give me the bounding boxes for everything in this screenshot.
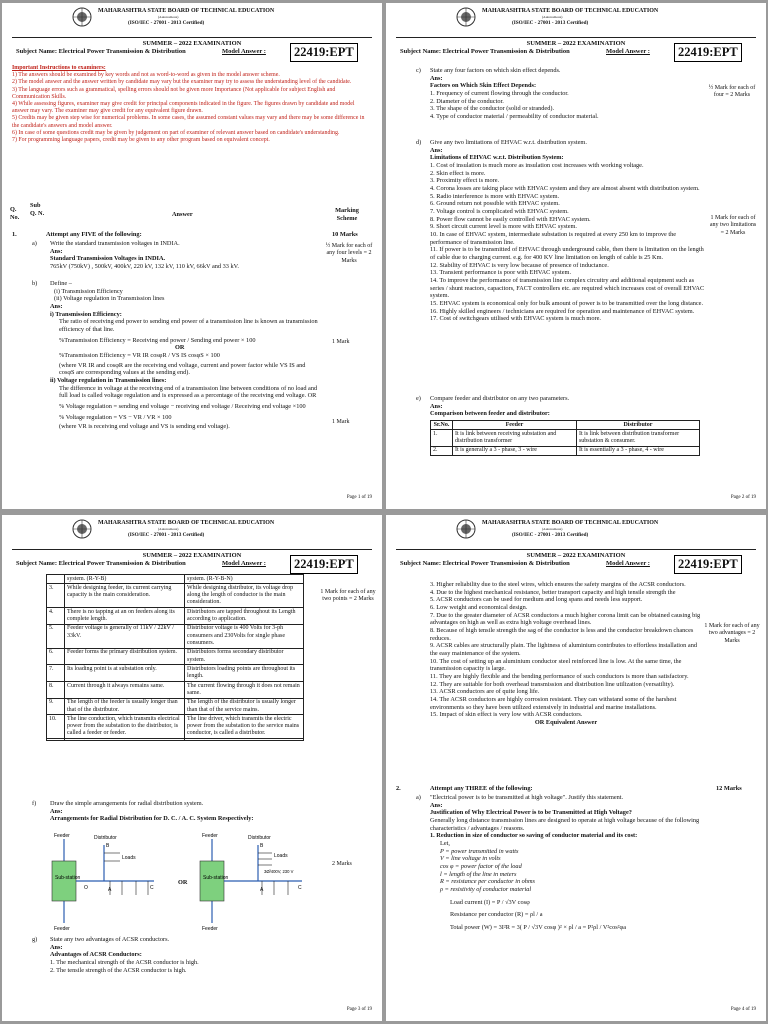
list-item: 15. Impact of skin effect is very low with ACSR conductors. xyxy=(430,711,583,719)
list-item: 2. The tensile strength of the ACSR conductor is high. xyxy=(50,966,187,974)
table-cell: Distributors loading points are throughout its length. xyxy=(185,665,304,682)
answer-label: Ans: xyxy=(50,247,63,255)
answer-label: Ans: xyxy=(50,303,63,311)
table-row xyxy=(47,575,304,584)
table-cell: Distributors forms secondary distributor system. xyxy=(185,648,304,665)
subject-name: Subject Name: Electrical Power Transmission & Distribution xyxy=(16,560,186,567)
page-number: Page 3 of 19 xyxy=(346,1006,372,1012)
q1g-heading: Advantages of ACSR Conductors: xyxy=(50,951,142,959)
list-item: 4. Due to the highest mechanical resistance, better transport capacity and high tensile strength the xyxy=(430,588,676,596)
diagram-label: Loads xyxy=(274,853,288,859)
table-cell: Feeder forms the primary distribution system. xyxy=(65,648,185,665)
page-number: Page 2 of 19 xyxy=(730,494,756,500)
diagram-label: A xyxy=(108,887,112,893)
diagram-label: Feeder xyxy=(54,833,70,839)
list-item: 3. Proximity effect is more. xyxy=(430,177,500,185)
answer-label: Ans: xyxy=(430,402,443,410)
list-item: 11. They are highly flexible and the bending performance of such conductors is more than satisfactory. xyxy=(430,673,689,681)
diagram-label: Feeder xyxy=(202,833,218,839)
q1f-question: Draw the simple arrangements for radial distribution system. xyxy=(50,800,204,807)
diagram-label: A xyxy=(260,887,264,893)
q1c-question: State any four factors on which skin effect depends. xyxy=(430,67,561,74)
table-cell: While designing distributor, its voltage drop along the length of conductor is the main consideration. xyxy=(185,584,304,608)
equation: Total power (W) = 3I²R = 3( P / √3V cosφ )² × ρl / a = P²ρl / V²cos²φa xyxy=(450,924,626,932)
table-cell xyxy=(47,739,65,741)
instructions-title: Important Instructions to examiners: xyxy=(12,65,106,71)
diagram-label: B xyxy=(106,843,110,849)
q1f-heading: Arrangements for Radial Distribution for D. C. / A. C. System Respectively: xyxy=(50,815,254,823)
paper-code: 22419:EPT xyxy=(674,555,742,574)
table-cell: It is generally a 3 - phase, 3 - wire xyxy=(453,446,577,455)
list-item: 14. The ACSR conductors are highly corrosion resistant. They can withstand some of the harshest environments so they have been utilized extensively in industrial and marine installations. xyxy=(430,696,677,711)
diagram-label: 3Ø/400V, 230 V xyxy=(264,869,294,874)
instruction-item: 7) For programming language papers, credit may be given to any other program based on equivalent concept. xyxy=(12,137,270,144)
q1b-part-ii: (ii) Voltage regulation in Transmission lines xyxy=(54,295,165,303)
header-rule xyxy=(12,549,372,550)
list-item: 2. Diameter of the conductor. xyxy=(430,97,504,105)
table-cell: It is link between distribution transformer substation & consumer. xyxy=(576,430,699,447)
table-cell: The line conduction, which transmits electrical power from the substation to the distributor, is called a feeder or feeder. xyxy=(65,715,185,739)
answer-label: Ans: xyxy=(50,807,63,815)
q2a-subheading: 1. Reduction in size of conductor so saving of conductor material and its cost: xyxy=(430,832,638,840)
iso-label: (ISO/IEC - 27001 - 2013 Certified) xyxy=(512,531,589,538)
table-cell xyxy=(65,739,185,741)
model-answer-label: Model Answer : xyxy=(606,560,650,567)
list-item: 14. To improve the performance of transmission line complex circuitry and additional equipment such as series / shunt reactors, capacitors, FACT controllers etc. are required which increases cost of overall EHVAC system. xyxy=(430,277,705,300)
q1e-label: e) xyxy=(416,395,421,402)
list-item: 10. In case of EHVAC system, intermediate substation is required at every 250 km to improve the performance of transmission line. xyxy=(430,231,677,246)
diagram-label: Feeder xyxy=(202,926,218,931)
q1b-question: Define – xyxy=(50,280,72,287)
list-item: 13. Transient performance is poor with EHVAC system. xyxy=(430,269,572,277)
board-name: MAHARASHTRA STATE BOARD OF TECHNICAL EDUCATION xyxy=(482,520,659,526)
page-1 xyxy=(2,3,382,509)
page-header xyxy=(72,7,312,37)
q1b-equation-1: %Transmission Efficiency = Receiving end power / Sending end power × 100 xyxy=(59,336,256,344)
table-cell: The length of the feeder is usually longer than that of the distributor. xyxy=(65,698,185,715)
page-header xyxy=(72,519,312,549)
q1e-block xyxy=(430,395,705,418)
header-rule xyxy=(396,37,756,38)
diagram-label: C xyxy=(150,885,154,891)
table-cell: The current flowing through it does not remain same. xyxy=(185,682,304,699)
q1a-body: 765kV (750kV) , 500kV, 400kV, 220 kV, 132 kV, 110 kV, 66kV and 33 kV. xyxy=(50,263,239,271)
q2a-heading: Justification of Why Electrical Power is to be Transmitted at High Voltage? xyxy=(430,809,632,817)
definition: ρ = resistivity of conductor material xyxy=(440,886,532,894)
list-item: 5. ACSR conductors can be used for medium and long spans and needs less support. xyxy=(430,596,643,604)
table-row xyxy=(47,739,304,741)
or-equivalent: OR Equivalent Answer xyxy=(534,719,598,727)
q2a-block xyxy=(430,794,705,932)
table-cell: While designing feeder, its current carrying capacity is the main consideration. xyxy=(65,584,185,608)
table-cell: system. (R-Y-B-N) xyxy=(185,575,304,584)
q1d-label: d) xyxy=(416,139,422,146)
acsr-marks: 1 Mark for each of any two advantages = 2 Marks xyxy=(704,623,760,644)
q1b-where-2: (where VR is receiving end voltage and VS is sending end voltage). xyxy=(59,423,230,431)
table-header: Distributor xyxy=(576,421,699,430)
page-4 xyxy=(386,515,766,1021)
q1b-block xyxy=(50,280,320,431)
q1-title: Attempt any FIVE of the following: xyxy=(46,231,142,238)
list-item: 4. Corona losses are taking place with EHVAC system and they are almost absent with distribution system. xyxy=(430,185,700,193)
q1b-heading-1: i) Transmission Efficiency: xyxy=(50,310,122,318)
q1g-block xyxy=(50,936,320,974)
list-item: 9. Short circuit current level is more with EHVAC system. xyxy=(430,223,577,231)
q2-title: Attempt any THREE of the following: xyxy=(430,785,533,792)
definition: cos φ = power factor of the load xyxy=(440,863,522,871)
q1f-marks: 2 Marks xyxy=(332,861,352,867)
col-answer: Answer xyxy=(172,211,193,218)
paper-code: 22419:EPT xyxy=(290,555,358,574)
instruction-item: 4) While assessing figures, examiner may give credit for principal components indicated in the figure. The figures drawn by candidate and model answer may vary. The examiner may give credit for any equivalent figure drawn. xyxy=(12,101,355,115)
table-cell xyxy=(47,575,65,584)
diagram-label: Distributor xyxy=(248,835,271,841)
autonomous-label: (Autonomous) xyxy=(158,527,179,532)
instruction-item: 1) The answers should be examined by key words and not as word-to-word as given in the model answer scheme. xyxy=(12,72,280,79)
table-header-row xyxy=(431,421,700,430)
table-cell: 7. xyxy=(47,665,65,682)
table-cell: The length of the distributor is usually longer than that of the service mains. xyxy=(185,698,304,715)
list-item: 11. If power is to be transmitted of EHVAC through underground cable, then there is limitation on the length of cable due to charging current. e.g. for 400 KV line limitation on length of cable is 25 Km. xyxy=(430,246,704,262)
q2-marks: 12 Marks xyxy=(716,785,742,792)
q1-number: 1. xyxy=(12,231,17,238)
q1d-heading: Limitations of EHVAC w.r.t. Distribution System: xyxy=(430,154,564,162)
msbte-logo xyxy=(72,7,92,27)
q1b-heading-2: ii) Voltage regulation in Transmission lines: xyxy=(50,377,167,385)
list-item: 15. EHVAC system is economical only for bulk amount of power is to be transmitted over the long distance. xyxy=(430,300,704,308)
subject-name: Subject Name: Electrical Power Transmission & Distribution xyxy=(16,48,186,55)
col-qno: Q. No. xyxy=(10,206,20,221)
q1b-label: b) xyxy=(32,280,38,287)
definition: P = power transmitted in watts xyxy=(440,847,519,855)
answer-label: Ans: xyxy=(430,801,443,809)
list-item: 10. The cost of setting up an aluminium conductor steel reinforced line is low. At the same time, the transmission capacity is large. xyxy=(430,657,682,673)
q1b-text-1: The ratio of receiving end power to sending end power of a transmission line is known as transmission efficiency of that line. xyxy=(59,318,318,334)
list-item: 3. The shape of the conductor (solid or stranded). xyxy=(430,105,555,113)
q1b-equation-4: % Voltage regulation = VS − VR / VR × 100 xyxy=(59,413,172,421)
q1-marks: 10 Marks xyxy=(332,231,358,238)
q1b-mark-2: 1 Mark xyxy=(332,419,350,425)
list-item: 17. Cost of switchgears utilised with EHVAC system is much more. xyxy=(430,315,601,323)
table-cell: 1. xyxy=(431,430,453,447)
header-rule xyxy=(12,37,372,38)
table-row xyxy=(47,698,304,715)
list-item: 13. ACSR conductors are of quite long life. xyxy=(430,688,540,696)
table-cell: 10. xyxy=(47,715,65,739)
table-row xyxy=(47,608,304,625)
q1c-label: c) xyxy=(416,67,421,74)
q1b-text-2: The difference in voltage at the receiving end of a transmission line between conditions of no load and full load is called voltage regulation and is expressed as a percentage of the receiving end voltage. OR xyxy=(59,384,318,400)
board-name: MAHARASHTRA STATE BOARD OF TECHNICAL EDUCATION xyxy=(98,8,275,14)
table-cell: Distributors are tapped throughout its Length according to application. xyxy=(185,608,304,625)
equation: Resistance per conductor (R) = ρl / a xyxy=(450,911,543,919)
autonomous-label: (Autonomous) xyxy=(542,527,563,532)
q1e-heading: Comparison between feeder and distributor: xyxy=(430,410,550,418)
instruction-item: 2) The model answer and the answer written by candidate may vary but the examiner may try to assess the understanding level of the candidate. xyxy=(12,79,352,86)
page-number: Page 4 of 19 xyxy=(730,1006,756,1012)
board-name: MAHARASHTRA STATE BOARD OF TECHNICAL EDUCATION xyxy=(98,520,275,526)
exam-title: SUMMER – 2022 EXAMINATION xyxy=(526,552,626,559)
instructions xyxy=(12,65,367,144)
subject-name: Subject Name: Electrical Power Transmission & Distribution xyxy=(400,560,570,567)
iso-label: (ISO/IEC - 27001 - 2013 Certified) xyxy=(128,19,205,26)
diagram-label: Sub-station xyxy=(55,875,81,881)
table-cell: 9. xyxy=(47,698,65,715)
table-marks: 1 Mark for each of any two points = 2 Marks xyxy=(320,589,376,603)
header-rule xyxy=(396,549,756,550)
q1d-marks: 1 Mark for each of any two limitations = 2 Marks xyxy=(709,215,757,236)
paper-code: 22419:EPT xyxy=(290,43,358,62)
list-item: 16. Highly skilled engineers / technicians are required for operation and maintenance of EHVAC system. xyxy=(430,307,695,315)
diagram-label: Loads xyxy=(122,855,136,861)
q1b-equation-2: %Transmission Efficiency = VR IR cosφR / VS IS cosφS × 100 xyxy=(59,352,220,360)
table-row xyxy=(431,430,700,447)
table-row xyxy=(47,648,304,665)
comparison-table xyxy=(430,420,700,456)
q1a-label: a) xyxy=(32,240,37,247)
definition: l = length of the line in meters xyxy=(440,870,517,878)
iso-label: (ISO/IEC - 27001 - 2013 Certified) xyxy=(512,19,589,26)
instruction-item: 6) In case of some questions credit may be given by judgement on part of examiner of relevant answer based on candidate's understanding. xyxy=(12,129,340,136)
q1b-mark-1: 1 Mark xyxy=(332,339,350,345)
table-row xyxy=(47,584,304,608)
diagram-label: Feeder xyxy=(54,926,70,931)
q2a-question: "Electrical power is to be transmitted at high voltage". Justify this statement. xyxy=(430,794,624,801)
q1c-block xyxy=(430,67,700,121)
q1a-heading: Standard Transmission Voltages in INDIA. xyxy=(50,255,166,263)
table-cell: 4. xyxy=(47,608,65,625)
table-cell xyxy=(185,739,304,741)
page-2 xyxy=(386,3,766,509)
table-row xyxy=(47,624,304,648)
list-item: 6. Low weight and economical design. xyxy=(430,604,528,612)
subject-name: Subject Name: Electrical Power Transmission & Distribution xyxy=(400,48,570,55)
page-header xyxy=(456,519,696,549)
exam-title: SUMMER – 2022 EXAMINATION xyxy=(142,40,242,47)
or-label: OR xyxy=(178,879,188,886)
model-answer-label: Model Answer : xyxy=(222,560,266,567)
q1f-block xyxy=(50,800,320,823)
table-header: Feeder xyxy=(453,421,577,430)
list-item: 12. Stability of EHVAC is very low because of presence of inductance. xyxy=(430,261,609,269)
table-cell: Its loading point is at substation only. xyxy=(65,665,185,682)
q1c-heading: Factors on Which Skin Effect Depends: xyxy=(430,82,537,90)
msbte-logo xyxy=(72,519,92,539)
q1d-question: Give any two limitations of EHVAC w.r.t. distribution system. xyxy=(430,139,587,146)
table-cell: Current through it always remains same. xyxy=(65,682,185,699)
q1a-marks: ½ Mark for each of any four levels = 2 Marks xyxy=(325,243,373,264)
msbte-logo xyxy=(456,7,476,27)
list-item: 4. Type of conductor material / permeability of conductor material. xyxy=(430,113,599,121)
instruction-item: 3) The language errors such as grammatical, spelling errors should not be given more Importance (Not applicable for subject English and Communication Skills. xyxy=(12,86,336,100)
table-cell: 2. xyxy=(431,446,453,455)
definition: V = line voltage in volts xyxy=(440,855,501,863)
definition: R = resistance per conductor in ohms xyxy=(440,878,535,886)
list-item: 9. ACSR cables are structurally plain. The lightness of aluminium contributes to effortless installation and the easy maintenance of the system. xyxy=(430,642,697,658)
table-cell: 3. xyxy=(47,584,65,608)
col-subq: Sub Q. N. xyxy=(30,202,45,217)
table-row xyxy=(47,665,304,682)
q1e-question: Compare feeder and distributor on any two parameters. xyxy=(430,395,570,402)
table-header: Sr.No. xyxy=(431,421,453,430)
table-cell: 5. xyxy=(47,624,65,648)
exam-title: SUMMER – 2022 EXAMINATION xyxy=(142,552,242,559)
let-label: Let, xyxy=(440,840,450,848)
table-cell: It is essentially a 3 - phase, 4 - wire xyxy=(576,446,699,455)
col-marking: Marking Scheme xyxy=(335,207,359,222)
table-cell: Distributor voltage is 400 Volts for 3-ph consumers and 230Volts for single phase consumers. xyxy=(185,624,304,648)
list-item: 3. Higher reliability due to the steel wires, which ensures the safety margins of the ACSR conductors. xyxy=(430,581,686,588)
dc-radial-diagram xyxy=(50,831,166,931)
diagram-label: Distributor xyxy=(94,835,117,841)
q1g-label: g) xyxy=(32,936,38,943)
q1g-question: State any two advantages of ACSR conductors. xyxy=(50,936,170,943)
acsr-advantages xyxy=(430,581,702,727)
table-cell: There is no tapping at an on feeders along its complete length. xyxy=(65,608,185,625)
list-item: 8. Power flow cannot be easily controlled with EHVAC system. xyxy=(430,215,591,223)
iso-label: (ISO/IEC - 27001 - 2013 Certified) xyxy=(128,531,205,538)
list-item: 12. They are suitable for both overhead transmission and distribution line utilization (versatility). xyxy=(430,680,675,688)
page-header xyxy=(456,7,696,37)
q1b-where-1: (where VR IR and cosφR are the receiving end voltage, current and power factor while VS IS and cosφS are corresponding values at the sending end). xyxy=(59,361,306,377)
table-cell: Feeder voltage is generally of 11kV / 22kV / 33kV. xyxy=(65,624,185,648)
table-row xyxy=(47,682,304,699)
q2a-label: a) xyxy=(416,794,421,801)
list-item: 2. Skin effect is more. xyxy=(430,169,486,177)
q2-number: 2. xyxy=(396,785,401,792)
msbte-logo xyxy=(456,519,476,539)
page-3 xyxy=(2,515,382,1021)
diagram-label: O xyxy=(84,885,88,891)
diagram-label: Sub-station xyxy=(203,875,229,881)
table-cell: It is link between receiving substation and distribution transformer xyxy=(453,430,577,447)
q1b-equation-3: % Voltage regulation = sending end voltage − receiving end voltage / Receiving end voltage ×100 xyxy=(59,403,306,411)
q1d-block xyxy=(430,139,705,323)
list-item: 1. The mechanical strength of the ACSR conductor is high. xyxy=(50,959,199,967)
list-item: 1. Frequency of current flowing through the conductor. xyxy=(430,90,569,98)
autonomous-label: (Autonomous) xyxy=(542,15,563,20)
instruction-item: 5) Credits may be given step wise for numerical problems. In some cases, the assumed constant values may vary and there may be some difference in the candidate's answers and model answer. xyxy=(12,115,365,129)
diagram-label: B xyxy=(260,843,264,849)
list-item: 7. Due to the greater diameter of ACSR conductors a much higher corona limit can be obtained causing big advantages on high as well as extra high voltage overhead lines. xyxy=(430,611,701,627)
diagram-label: C xyxy=(298,885,302,891)
list-item: 5. Radio interference is more with EHVAC system. xyxy=(430,192,560,200)
or-label: OR xyxy=(175,344,185,352)
exam-title: SUMMER – 2022 EXAMINATION xyxy=(526,40,626,47)
q1a-block xyxy=(50,240,315,271)
q1b-part-i: (i) Transmission Efficiency xyxy=(54,287,123,295)
ac-radial-diagram xyxy=(198,831,314,931)
table-cell: system. (R-Y-B) xyxy=(65,575,185,584)
table-row xyxy=(47,715,304,739)
answer-label: Ans: xyxy=(50,943,63,951)
paper-code: 22419:EPT xyxy=(674,43,742,62)
list-item: 7. Voltage control is complicated with EHVAC system. xyxy=(430,208,569,216)
q2a-text: Generally long distance transmission lines are designed to operate at high voltage because of the following characteristics / advantages / reasons. xyxy=(430,817,700,832)
q1a-question: Write the standard transmission voltages in INDIA. xyxy=(50,240,180,247)
table-cell: 6. xyxy=(47,648,65,665)
table-cell: 8. xyxy=(47,682,65,699)
model-answer-label: Model Answer : xyxy=(222,48,266,55)
board-name: MAHARASHTRA STATE BOARD OF TECHNICAL EDUCATION xyxy=(482,8,659,14)
model-answer-label: Model Answer : xyxy=(606,48,650,55)
table-row xyxy=(431,446,700,455)
list-item: 8. Because of high tensile strength the sag of the conductor is less and the conductor breakdown chances reduces. xyxy=(430,627,694,642)
q1f-label: f) xyxy=(32,800,37,807)
autonomous-label: (Autonomous) xyxy=(158,15,179,20)
answer-label: Ans: xyxy=(430,74,443,82)
page-number: Page 1 of 19 xyxy=(346,494,372,500)
equation: Load current (I) = P / √3V cosφ xyxy=(450,898,530,906)
list-item: 1. Cost of insulation is much more as insulation cost increases with working voltage. xyxy=(430,162,644,170)
table-cell: The line driver, which transmits the electric power from the substation to the service mains conductor, is called a distributor. xyxy=(185,715,304,739)
q1c-marks: ½ Mark for each of four = 2 Marks xyxy=(708,85,756,99)
answer-label: Ans: xyxy=(430,146,443,154)
comparison-table-continued xyxy=(46,574,304,741)
list-item: 6. Ground return not possible with EHVAC system. xyxy=(430,200,560,208)
